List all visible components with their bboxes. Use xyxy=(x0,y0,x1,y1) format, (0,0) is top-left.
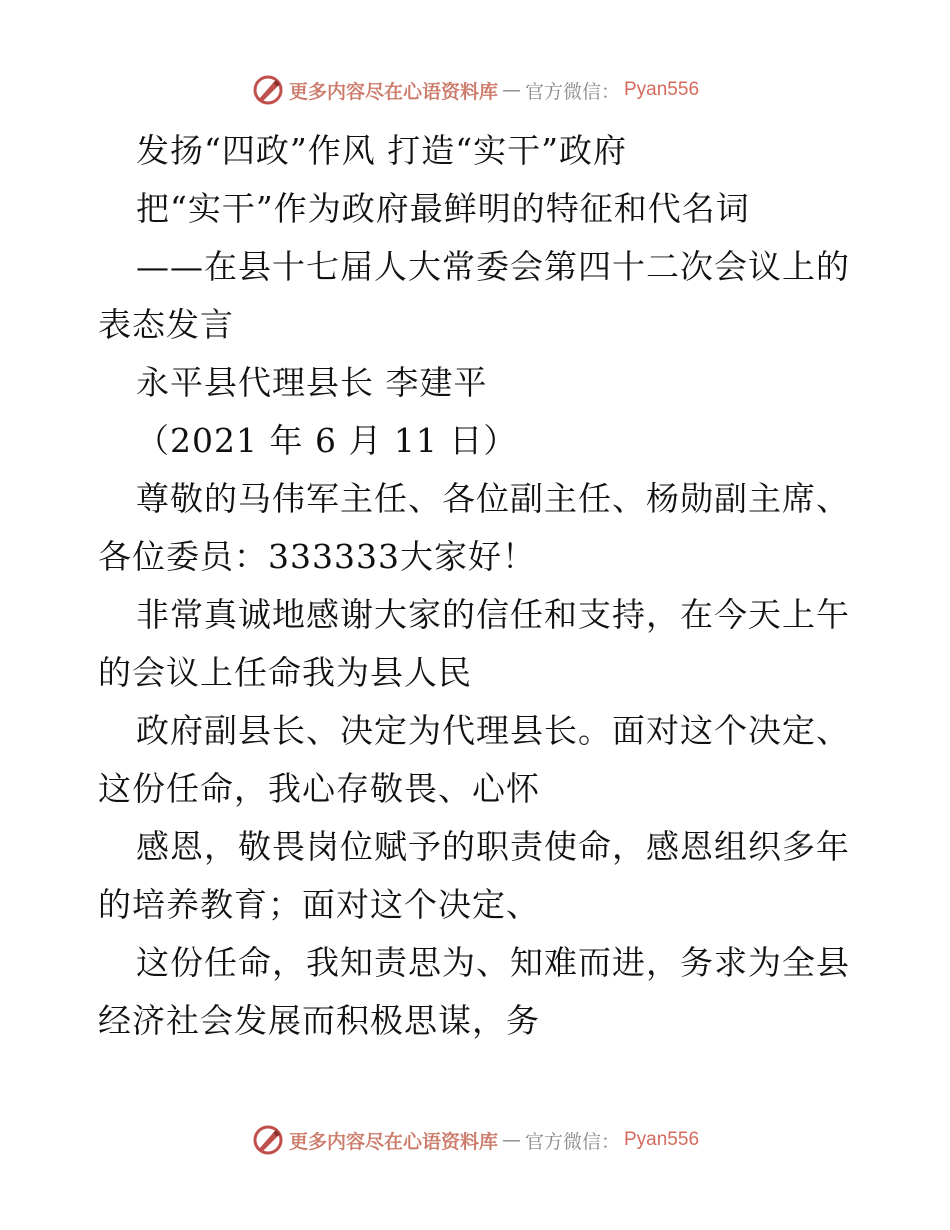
banner-content xyxy=(251,1123,699,1157)
paragraph-line: 这份任命，我心存敬畏、心怀 xyxy=(98,769,540,808)
banner-wechat-label: 官方微信： xyxy=(524,1130,620,1153)
document-body xyxy=(98,122,858,1050)
paragraph-line: 的培养教育；面对这个决定、 xyxy=(98,885,540,924)
paragraph-line: 感恩，敬畏岗位赋予的职责使命，感恩组织多年 xyxy=(136,827,850,866)
paragraph-line: 非常真诚地感谢大家的信任和支持，在今天上午 xyxy=(136,595,850,634)
banner-content xyxy=(251,73,699,107)
subtitle-line-1: ——在县十七届人大常委会第四十二次会议上的 xyxy=(136,247,850,286)
date-line: （2021 年 6 月 11 日） xyxy=(136,421,518,460)
pen-logo-icon xyxy=(251,73,285,107)
paragraph-line: 尊敬的马伟军主任、各位副主任、杨勋副主席、 xyxy=(136,479,850,518)
subtitle-line-2: 表态发言 xyxy=(98,305,234,344)
paragraph-line: 经济社会发展而积极思谋，务 xyxy=(98,1001,540,1040)
paragraph-line: 这份任命，我知责思为、知难而进，务求为全县 xyxy=(136,943,850,982)
pen-logo-icon xyxy=(251,1123,285,1157)
paragraph-line: 的会议上任命我为县人民 xyxy=(98,653,472,692)
banner-dash: — xyxy=(501,79,521,101)
banner-wechat-label: 官方微信： xyxy=(524,80,620,103)
banner-wechat-id: Pyan556 xyxy=(624,79,700,100)
paragraph-line: 各位委员：333333大家好！ xyxy=(98,537,536,576)
banner-dash: — xyxy=(501,1129,521,1151)
banner-main-text: 更多内容尽在心语资料库 xyxy=(288,1130,498,1153)
footer-banner xyxy=(0,1120,950,1160)
title-line-1: 发扬“四政”作风 打造“实干”政府 xyxy=(136,131,627,170)
banner-wechat-id: Pyan556 xyxy=(624,1129,700,1150)
paragraph-line: 政府副县长、决定为代理县长。面对这个决定、 xyxy=(136,711,850,750)
banner-main-text: 更多内容尽在心语资料库 xyxy=(288,80,498,103)
header-banner xyxy=(0,70,950,110)
author-line: 永平县代理县长 李建平 xyxy=(136,363,488,402)
title-line-2: 把“实干”作为政府最鲜明的特征和代名词 xyxy=(136,189,750,228)
